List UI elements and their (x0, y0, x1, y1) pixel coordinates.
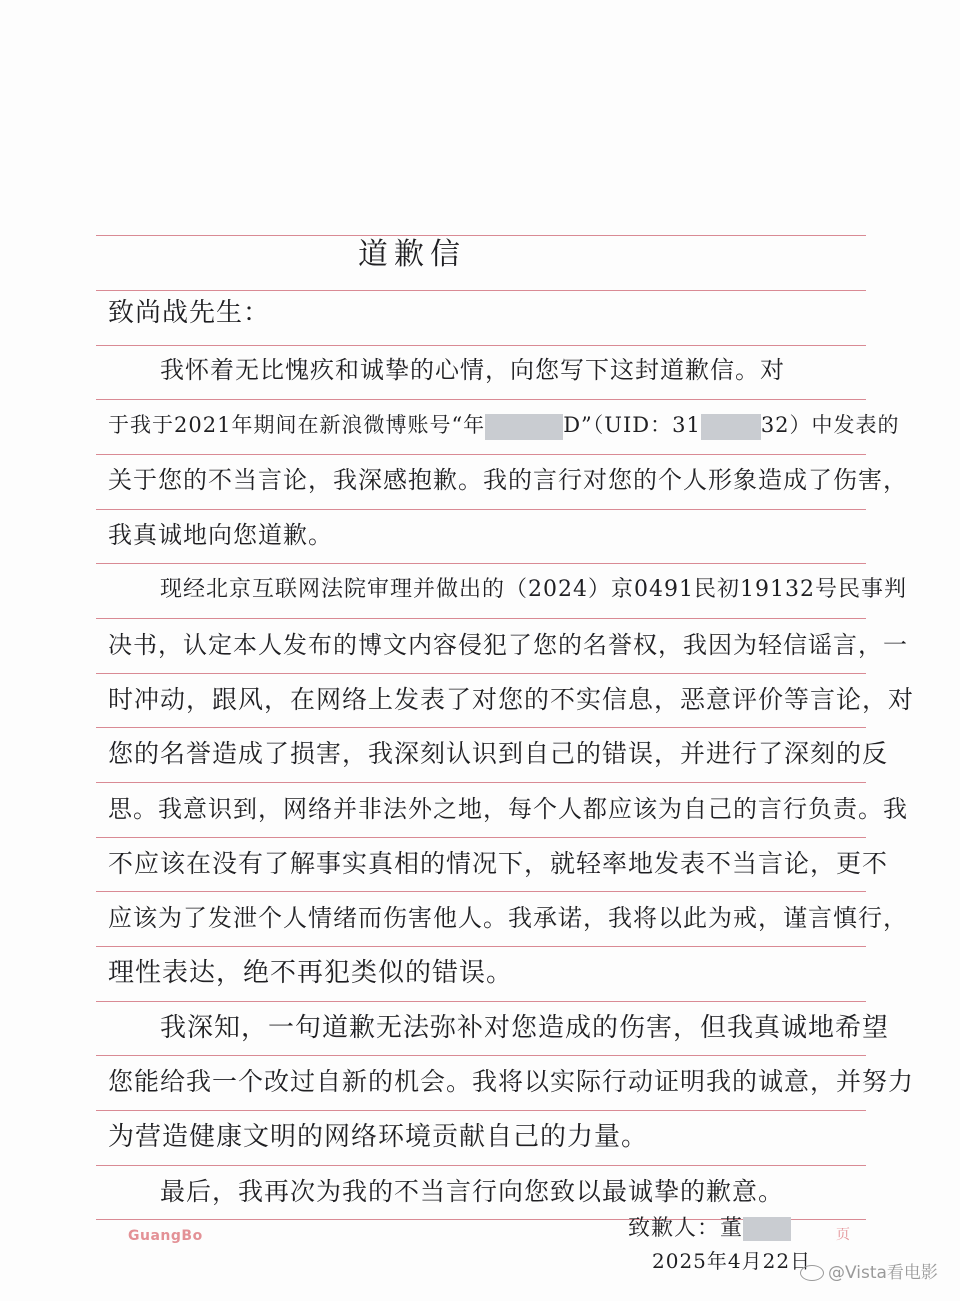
paragraph-line: 应该为了发泄个人情绪而伤害他人。我承诺，我将以此为戒，谨言慎行， (108, 904, 908, 932)
ruled-line (96, 1055, 866, 1056)
line-segment: D”（UID：31 (563, 413, 701, 437)
redaction-block (743, 1217, 791, 1241)
paragraph-line: 理性表达，绝不再犯类似的错误。 (108, 958, 514, 988)
signature-label: 致歉人：董 (628, 1216, 744, 1241)
redaction-block (485, 414, 563, 440)
ruled-line (96, 782, 866, 783)
ruled-line (96, 563, 866, 564)
paragraph-line: 最后，我再次为我的不当言行向您致以最诚挚的歉意。 (160, 1177, 785, 1206)
page-label: 页 (836, 1227, 850, 1243)
redaction-block (701, 414, 761, 440)
letter-date: 2025年4月22日 (652, 1249, 812, 1273)
line-segment: 32）中发表的 (760, 413, 900, 437)
signature (628, 1214, 791, 1244)
ruled-line (96, 509, 866, 510)
ruled-line (96, 454, 866, 455)
ruled-line (96, 891, 866, 892)
paragraph-line: 决书，认定本人发布的博文内容侵犯了您的名誉权，我因为轻信谣言，一 (108, 631, 908, 659)
paragraph-line: 思。我意识到，网络并非法外之地，每个人都应该为自己的言行负责。我 (108, 795, 908, 823)
ruled-line (96, 618, 866, 619)
ruled-line (96, 1001, 866, 1002)
ruled-line (96, 235, 866, 236)
paragraph-line: 不应该在没有了解事实真相的情况下，就轻率地发表不当言论，更不 (108, 849, 889, 878)
ruled-line (96, 673, 866, 674)
paragraph-line: 为营造健康文明的网络环境贡献自己的力量。 (108, 1122, 649, 1152)
paragraph-line: 时冲动，跟风，在网络上发表了对您的不实信息，恶意评价等言论，对 (108, 685, 915, 714)
ruled-line (96, 946, 866, 947)
paragraph-line: 您的名誉造成了损害，我深刻认识到自己的错误，并进行了深刻的反 (108, 739, 889, 768)
letter-title: 道歉信 (358, 237, 466, 272)
paragraph-line: 我怀着无比愧疚和诚挚的心情，向您写下这封道歉信。对 (160, 356, 785, 384)
paper-brand-logo: GuangBo (128, 1228, 203, 1244)
paragraph-line: 我深知，一句道歉无法弥补对您造成的伤害，但我真诚地希望 (160, 1013, 890, 1043)
ruled-line (96, 1165, 866, 1166)
ruled-line (96, 399, 866, 400)
line-segment: 于我于2021年期间在新浪微博账号“年 (108, 413, 486, 437)
ruled-line (96, 1110, 866, 1111)
ruled-line (96, 727, 866, 728)
watermark-text: @Vista看电影 (828, 1263, 938, 1283)
paragraph-line: 您能给我一个改过自新的机会。我将以实际行动证明我的诚意，并努力 (108, 1067, 915, 1096)
watermark (800, 1258, 938, 1283)
paragraph-line (108, 410, 900, 440)
ruled-line (96, 837, 866, 838)
ruled-line (96, 290, 866, 291)
paragraph-line: 关于您的不当言论，我深感抱歉。我的言行对您的个人形象造成了伤害， (108, 466, 908, 494)
paragraph-line: 现经北京互联网法院审理并做出的（2024）京0491民初19132号民事判 (160, 577, 907, 602)
ruled-line (96, 345, 866, 346)
weibo-icon (800, 1265, 824, 1281)
paragraph-line: 我真诚地向您道歉。 (108, 521, 333, 549)
salutation: 致尚战先生： (108, 298, 271, 328)
